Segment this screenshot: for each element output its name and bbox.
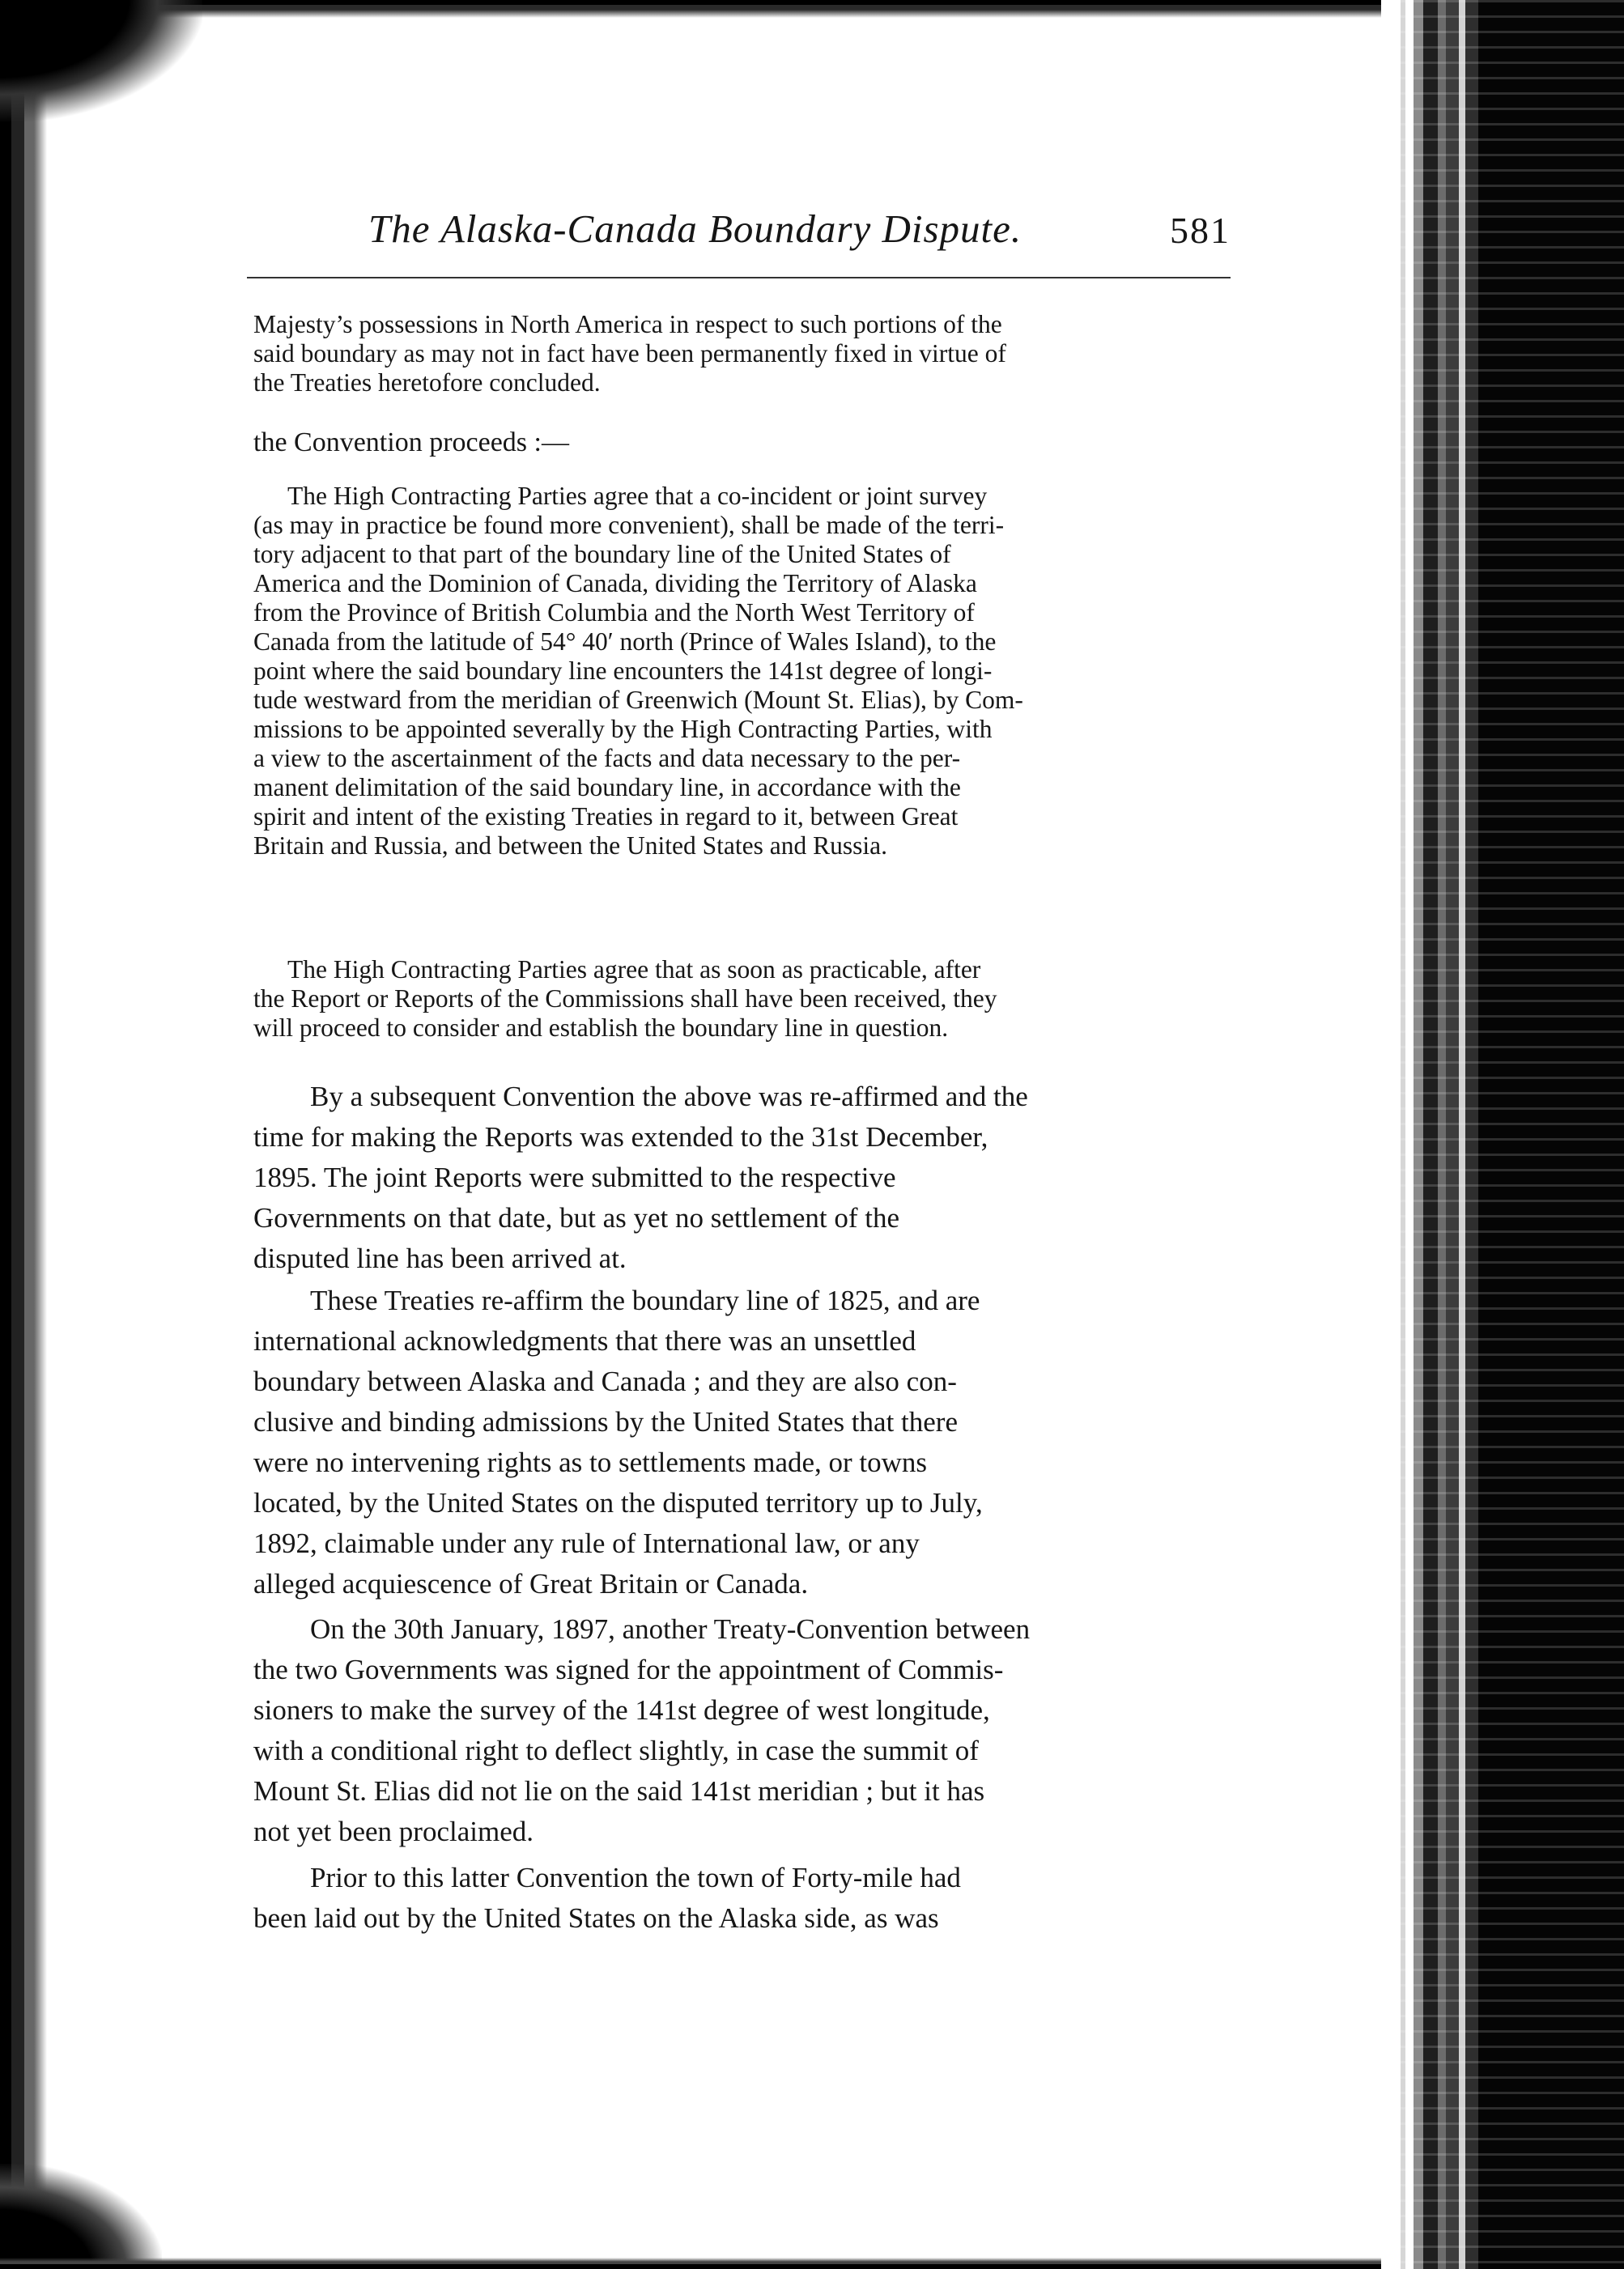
text-line: These Treaties re-affirm the boundary line of 1825, and are (310, 1285, 980, 1316)
text-line: boundary between Alaska and Canada ; and they are also con- (253, 1366, 957, 1397)
text-line: spirit and intent of the existing Treaties in regard to it, between Great (253, 802, 959, 831)
text-line: 1892, claimable under any rule of International law, or any (253, 1528, 920, 1559)
text-line: Governments on that date, but as yet no settlement of the (253, 1202, 899, 1234)
text-line: 1895. The joint Reports were submitted to the respective (253, 1162, 896, 1193)
text-line: The High Contracting Parties agree that as soon as practicable, after (287, 955, 981, 984)
quote-paragraph-2 (253, 482, 1222, 860)
text-line: with a conditional right to deflect slightly, in case the summit of (253, 1735, 979, 1766)
body-paragraph-3 (253, 1609, 1227, 1852)
text-line: Mount St. Elias did not lie on the said 141st meridian ; but it has (253, 1775, 985, 1807)
text-line: Prior to this latter Convention the town of Forty-mile had (310, 1862, 961, 1893)
scan-corner-top-left (0, 0, 202, 121)
scan-corner-bottom-left (0, 2164, 162, 2269)
scan-edge-left (0, 0, 47, 2269)
text-line: from the Province of British Columbia and the North West Territory of (253, 598, 975, 627)
text-line: missions to be appointed severally by the High Contracting Parties, with (253, 715, 993, 743)
body-paragraph-4 (253, 1858, 1227, 1939)
text-line: said boundary as may not in fact have been permanently fixed in virtue of (253, 339, 1006, 368)
text-line: the Convention proceeds :— (253, 427, 569, 457)
text-line: On the 30th January, 1897, another Treaty-Convention between (310, 1613, 1031, 1645)
text-line: located, by the United States on the disputed territory up to July, (253, 1487, 983, 1519)
text-line: Britain and Russia, and between the United States and Russia. (253, 831, 887, 860)
text-line: the Report or Reports of the Commissions shall have been received, they (253, 984, 997, 1013)
text-line: not yet been proclaimed. (253, 1816, 534, 1847)
body-paragraph-1 (253, 1077, 1227, 1279)
text-line: alleged acquiescence of Great Britain or Canada. (253, 1568, 809, 1600)
scan-edge-right (1381, 0, 1624, 2269)
text-line: point where the said boundary line encounters the 141st degree of longi- (253, 656, 993, 685)
text-line: will proceed to consider and establish the boundary line in question. (253, 1013, 949, 1042)
text-line: time for making the Reports was extended to the 31st December, (253, 1121, 988, 1153)
text-line: clusive and binding admissions by the United States that there (253, 1406, 958, 1438)
quote-paragraph-1 (253, 310, 1222, 397)
running-title: The Alaska-Canada Boundary Dispute. (368, 206, 1022, 251)
body-paragraph-2 (253, 1281, 1227, 1604)
text-line: a view to the ascertainment of the facts and data necessary to the per- (253, 744, 961, 772)
text-line: been laid out by the United States on the Alaska side, as was (253, 1902, 939, 1934)
text-line: Canada from the latitude of 54° 40′ north (Prince of Wales Island), to the (253, 627, 997, 656)
text-line: By a subsequent Convention the above was re-affirmed and the (310, 1081, 1028, 1112)
text-line: (as may in practice be found more convenient), shall be made of the terri- (253, 511, 1005, 539)
text-line: America and the Dominion of Canada, dividing the Territory of Alaska (253, 569, 977, 597)
text-line: the two Governments was signed for the appointment of Commis- (253, 1654, 1004, 1685)
text-line: the Treaties heretofore concluded. (253, 368, 601, 397)
text-line: Majesty’s possessions in North America in respect to such portions of the (253, 310, 1002, 338)
text-line: were no intervening rights as to settlements made, or towns (253, 1447, 928, 1478)
lead-in-line (253, 427, 1222, 458)
text-line: tory adjacent to that part of the boundary line of the United States of (253, 540, 951, 568)
text-line: The High Contracting Parties agree that a co-incident or joint survey (287, 482, 988, 510)
page-number: 581 (1170, 210, 1231, 251)
text-line: manent delimitation of the said boundary line, in accordance with the (253, 773, 961, 801)
quote-paragraph-3 (253, 955, 1222, 1043)
text-line: sioners to make the survey of the 141st degree of west longitude, (253, 1694, 990, 1726)
running-header (247, 202, 1231, 278)
text-line: disputed line has been arrived at. (253, 1243, 627, 1274)
text-line: tude westward from the meridian of Greenwich (Mount St. Elias), by Com- (253, 686, 1023, 714)
text-line: international acknowledgments that there was an unsettled (253, 1325, 916, 1357)
